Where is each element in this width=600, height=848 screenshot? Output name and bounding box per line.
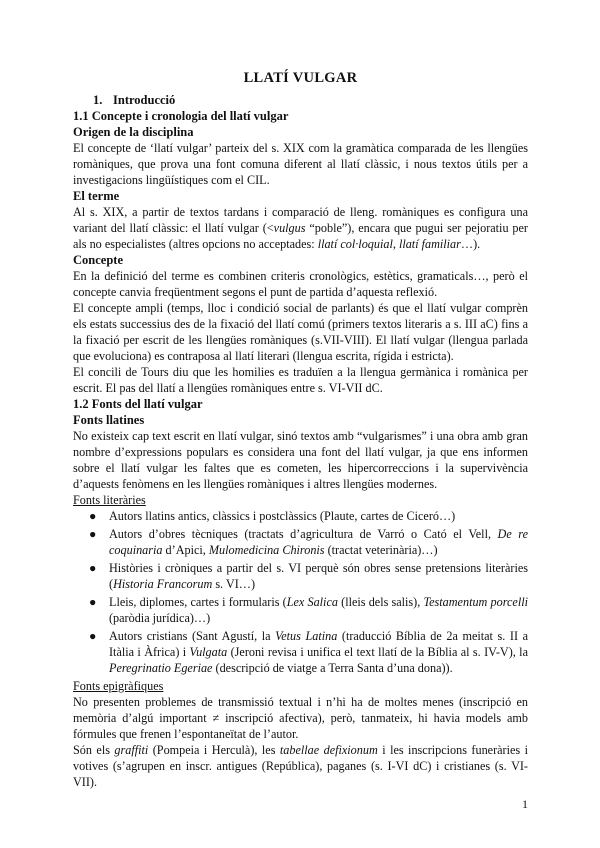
list-item-title: Vulgata: [189, 645, 228, 659]
terme-text-4: llatí col·loquial: [317, 237, 393, 251]
bullet-icon: ●: [89, 561, 97, 575]
epigrafiques-paragraph-2: [73, 742, 528, 790]
terme-text-3: “poble”), encara que pugui ser pejoratiu per als no especialistes (altres opcions no acceptades:: [73, 221, 528, 251]
terme-text-7: …).: [460, 237, 481, 251]
list-item-text: Autors d’obres tècniques (tractats d’agricultura de Varró o Cató el Vell,: [109, 527, 498, 541]
fonts-llatines-heading: Fonts llatines: [73, 413, 145, 427]
bullet-icon: ●: [89, 509, 97, 523]
terme-text-1: Al s. XIX, a partir de textos tardans i comparació de lleng. romàniques es configura una variant del llatí clàssic: el llatí vulgar (<: [73, 205, 528, 235]
epigrafiques-term: tabellae defixionum: [279, 743, 378, 757]
list-item-title: De re coquinaria: [109, 527, 528, 557]
list-item-text: Autors llatins antics, clàssics i postclàssics (Plaute, cartes de Ciceró…): [109, 509, 456, 523]
terme-text-6: llatí familiar: [398, 237, 461, 251]
origen-heading: Origen de la disciplina: [73, 125, 194, 139]
bullet-icon: ●: [89, 527, 97, 541]
concepte-paragraph-1: En la definició del terme es combinen criteris cronològics, estètics, gramaticals…, però el concepte canvia freqüentment segons el punt de partida d’aquesta reflexió.: [73, 269, 528, 299]
concepte-paragraph-3: El concili de Tours diu que les homilies es traduïen a la llengua germànica i romànica per escrit. El pas del llatí a llengües romàniques entre s. VI-VII dC.: [73, 365, 528, 395]
fonts-epigrafiques-heading: Fonts epigràfiques: [73, 679, 164, 693]
list-item-text: d’Apici,: [162, 543, 209, 557]
epigrafiques-text: (Pompeia i Herculà), les: [148, 743, 280, 757]
terme-text-5: ,: [392, 237, 399, 251]
document-title: LLATÍ VULGAR: [243, 70, 358, 86]
terme-paragraph: [73, 204, 528, 252]
terme-text-2: vulgus: [273, 221, 306, 235]
list-item-text: (paròdia jurídica)…): [109, 611, 211, 625]
section-1-number: 1.: [93, 93, 103, 107]
epigrafiques-paragraph-1: No presenten problemes de transmissió textual i n’hi ha de moltes menes (inscripció en memòria d’algú important ≠ inscripció afectiva), però, tanmateix, hi havia models amb fórmules que frenen l’espontaneïtat de l’autor.: [73, 695, 528, 741]
list-item-text: (traducció Bíblia de 2a meitat s. II a Itàlia i Àfrica) i: [109, 629, 529, 659]
list-item-text: (lleis dels salis),: [337, 595, 424, 609]
list-item-title: Testamentum porcelli: [423, 595, 528, 609]
subsection-1-1-heading: 1.1 Concepte i cronologia del llatí vulgar: [73, 109, 289, 123]
list-item-text: (Jeroni revisa i unifica el text llatí de la Bíblia al s. IV-V), la: [227, 645, 528, 659]
list-item-title: Historia Francorum: [113, 577, 213, 591]
section-1-title: Introducció: [113, 93, 176, 107]
list-item-text: s. VI…): [212, 577, 256, 591]
list-item: [89, 508, 528, 524]
list-item: [89, 526, 528, 558]
list-item-text: Històries i cròniques a partir del s. VI perquè són obres sense pretensions literàries (: [109, 561, 528, 591]
subsection-1-2-heading: 1.2 Fonts del llatí vulgar: [73, 397, 203, 411]
list-item-text: (descripció de viatge a Terra Santa d’una dona)).: [212, 661, 453, 675]
list-item: [89, 628, 529, 676]
bullet-icon: ●: [89, 595, 97, 609]
list-item: [89, 594, 528, 626]
fonts-literaries-list: [73, 508, 528, 676]
fonts-llatines-paragraph: No existeix cap text escrit en llatí vulgar, sinó textos amb “vulgarismes” i una obra amb gran nombre d’expressions populars es considera una font del llatí vulgar, ja que ens informen sobre el llatí vulgar les faltes que es cometen, les hipercorreccions i la supervivència d’aquests fenòmens en les llengües romàniques i altres llengües modernes.: [73, 429, 528, 491]
bullet-icon: ●: [89, 629, 97, 643]
list-item-title: Peregrinatio Egeriae: [109, 661, 213, 675]
list-item-title: Vetus Latina: [275, 629, 338, 643]
list-item-text: (tractat veterinària)…): [324, 543, 438, 557]
list-item-text: Autors cristians (Sant Agustí, la: [109, 629, 276, 643]
epigrafiques-term: graffiti: [114, 743, 149, 757]
section-1-heading: [93, 92, 528, 108]
terme-heading: El terme: [73, 189, 120, 203]
concepte-heading: Concepte: [73, 253, 123, 267]
list-item-text: Lleis, diplomes, cartes i formularis (: [109, 595, 287, 609]
page-number: 1: [522, 797, 528, 811]
epigrafiques-text: Són els: [73, 743, 115, 757]
epigrafiques-text: i les inscripcions funeràries i votives (s’agrupen en inscr. antigues (República), paganes (s. I-VI dC) i cristianes (s. VI-VII).: [73, 743, 528, 789]
list-item-title: Lex Salica: [286, 595, 338, 609]
origen-paragraph: El concepte de ‘llatí vulgar’ parteix del s. XIX com la gramàtica comparada de les llengües romàniques, que prova una font comuna diferent al llatí clàssic, i nous textos útils per a investigacions lingüístiques com el CIL.: [73, 141, 528, 187]
list-item: [89, 560, 528, 592]
concepte-paragraph-2: El concepte ampli (temps, lloc i condició social de parlants) és que el llatí vulgar comprèn els estats successius des de la fixació del llatí comú (primers textos literaris a s. III aC) fins a la fixació per escrit de les llengües romàniques (s.VII-VIII). El llatí vulgar (llengua parlada que evoluciona) es contraposa al llatí literari (llengua escrita, rígida i estricta).: [73, 301, 528, 363]
list-item-title: Mulomedicina Chironis: [208, 543, 325, 557]
fonts-literaries-heading: Fonts literàries: [73, 493, 146, 507]
